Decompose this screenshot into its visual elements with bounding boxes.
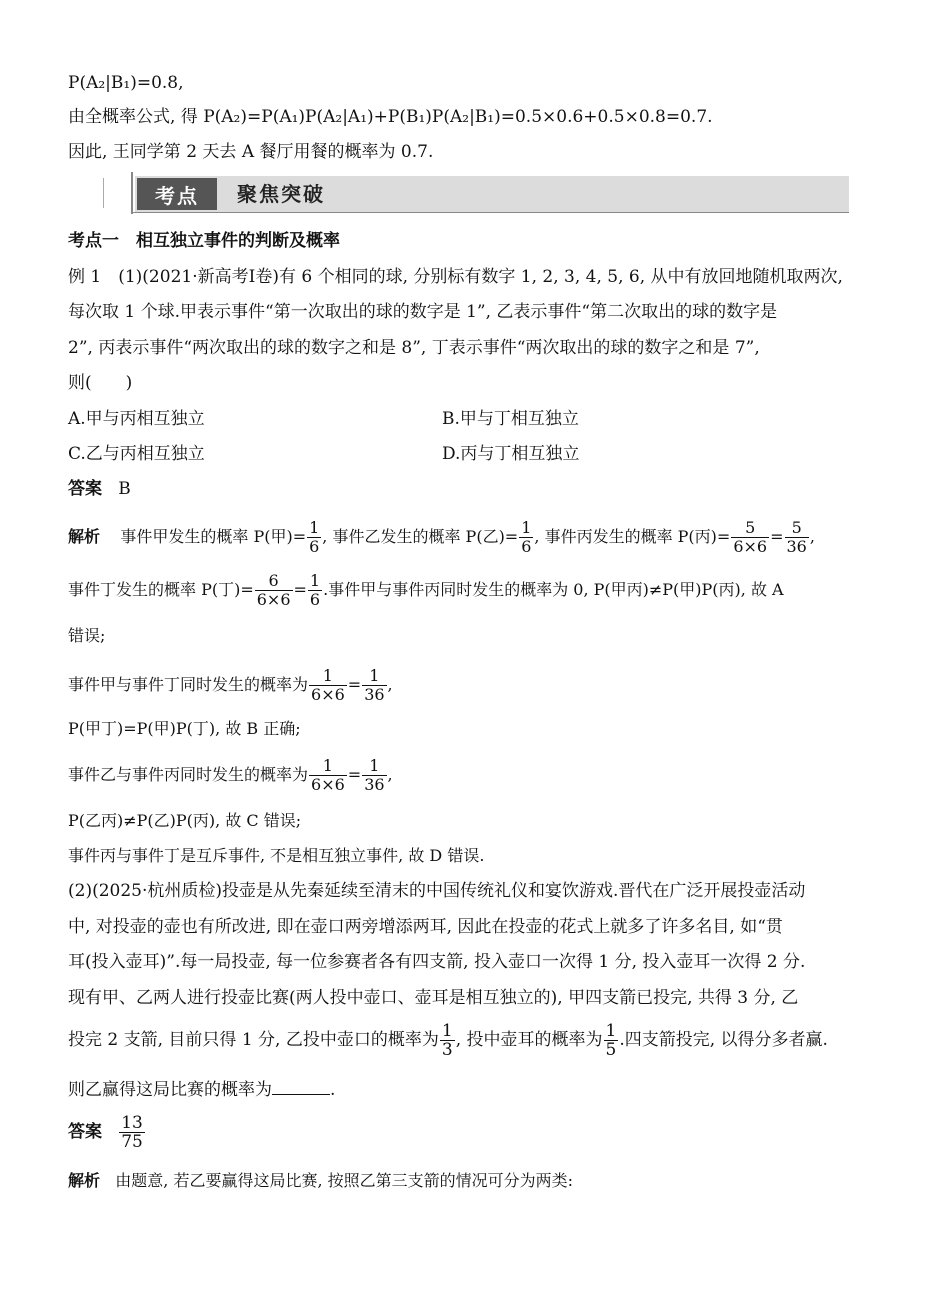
conclusion-line: 因此, 王同学第 2 天去 A 餐厅用餐的概率为 0.7. [68,142,434,162]
formula-line: P(A₂|B₁)=0.8, [68,73,184,93]
fraction: $\frac{1}{6}$ [309,518,320,556]
question-line: 则乙赢得这局比赛的概率为 . [68,1080,336,1100]
answer-line [68,1112,146,1152]
solution-line: 事件丁发生的概率 P(丁)= $\frac{6}{6\times 6}$ = $\frac{1}{6}$ .事件甲与事件丙同时发生的概率为 0, P(甲丙)≠P(甲)P(丙), 故 A [68,571,784,609]
solution-line: 事件乙与事件丙同时发生的概率为 $\frac{1}{6\times 6}$ = $\frac{1}{36}$ , [68,756,393,794]
fraction: $\frac{1}{36}$ [364,756,385,794]
fraction: $\frac{1}{6\times 6}$ [311,756,345,794]
question-line: 2”, 丙表示事件“两次取出的球的数字之和是 8”, 丁表示事件“两次取出的球的数字之和是 7”, [68,338,760,358]
solution-line: 事件甲与事件丁同时发生的概率为 $\frac{1}{6\times 6}$ = $\frac{1}{36}$ , [68,666,393,704]
solution-line: P(甲丁)=P(甲)P(丁), 故 B 正确; [68,719,301,738]
solution-line: 错误; [68,626,106,645]
question-line: (2)(2025·杭州质检)投壶是从先秦延续至清末的中国传统礼仪和宴饮游戏.晋代在广泛开展投壶活动 [68,881,806,901]
solution-label: 解析 [68,527,101,546]
banner-tag: 考点 [137,178,217,210]
question-line: 则( ) [68,373,133,393]
question-line: 现有甲、乙两人进行投壶比赛(两人投中壶口、壶耳是相互独立的), 甲四支箭已投完, 共得 3 分, 乙 [68,988,799,1008]
solution-line: 解析 由题意, 若乙要赢得这局比赛, 按照乙第三支箭的情况可分为两类: [68,1171,574,1190]
answer-blank [272,1078,330,1095]
question-line: 例 1 (1)(2021·新高考Ⅰ卷)有 6 个相同的球, 分别标有数字 1, 2, 3, 4, 5, 6, 从中有放回地随机取两次, [68,267,843,287]
solution-line: 解析 事件甲发生的概率 P(甲)= $\frac{1}{6}$ , 事件乙发生的概率 P(乙)= $\frac{1}{6}$ , 事件丙发生的概率 P(丙)= $\frac{5}{6\times 6}$ = $\frac{5}{36}$ , [68,518,815,556]
formula-line: 由全概率公式, 得 P(A₂)=P(A₁)P(A₂|A₁)+P(B₁)P(A₂|B₁)=0.5×0.6+0.5×0.8=0.7. [68,107,713,127]
option-d: D.丙与丁相互独立 [442,444,580,464]
section-title: 考点一 相互独立事件的判断及概率 [68,231,340,251]
question-line: 中, 对投壶的壶也有所改进, 即在壶口两旁增添两耳, 因此在投壶的花式上就多了许多名目, 如“贯 [68,917,783,937]
fraction: $\frac{1}{3}$ [441,1021,453,1060]
answer-line [68,478,131,500]
answer-fraction: $\frac{13}{75}$ [121,1113,143,1152]
question-line: 耳(投入壶耳)”.每一局投壶, 每一位参赛者各有四支箭, 投入壶口一次得 1 分, 投入壶耳一次得 2 分. [68,952,806,972]
answer-label: 答案 [68,1122,102,1142]
option-b: B.甲与丁相互独立 [442,409,579,429]
option-a: A.甲与丙相互独立 [68,409,205,429]
fraction: $\frac{1}{6\times 6}$ [311,666,345,704]
section-banner [103,172,849,214]
option-c: C.乙与丙相互独立 [68,444,205,464]
solution-line: P(乙丙)≠P(乙)P(丙), 故 C 错误; [68,811,302,830]
fraction: $\frac{6}{6\times 6}$ [256,571,291,609]
solution-label: 解析 [68,1171,101,1190]
banner-title: 聚焦突破 [237,182,325,206]
answer-value: B [118,479,131,499]
fraction: $\frac{1}{6}$ [309,571,321,609]
fraction: $\frac{1}{5}$ [605,1021,617,1060]
fraction: $\frac{5}{6\times 6}$ [733,518,768,556]
question-line: 投完 2 支箭, 目前只得 1 分, 乙投中壶口的概率为 $\frac{1}{3}$ , 投中壶耳的概率为 $\frac{1}{5}$ .四支箭投完, 以得分多者赢. [68,1021,828,1060]
answer-label: 答案 [68,479,102,499]
fraction: $\frac{1}{6}$ [521,518,532,556]
fraction: $\frac{1}{36}$ [364,666,385,704]
question-line: 每次取 1 个球.甲表示事件“第一次取出的球的数字是 1”, 乙表示事件“第二次取出的球的数字是 [68,302,778,322]
fraction: $\frac{5}{36}$ [786,518,807,556]
solution-line: 事件丙与事件丁是互斥事件, 不是相互独立事件, 故 D 错误. [68,846,485,865]
